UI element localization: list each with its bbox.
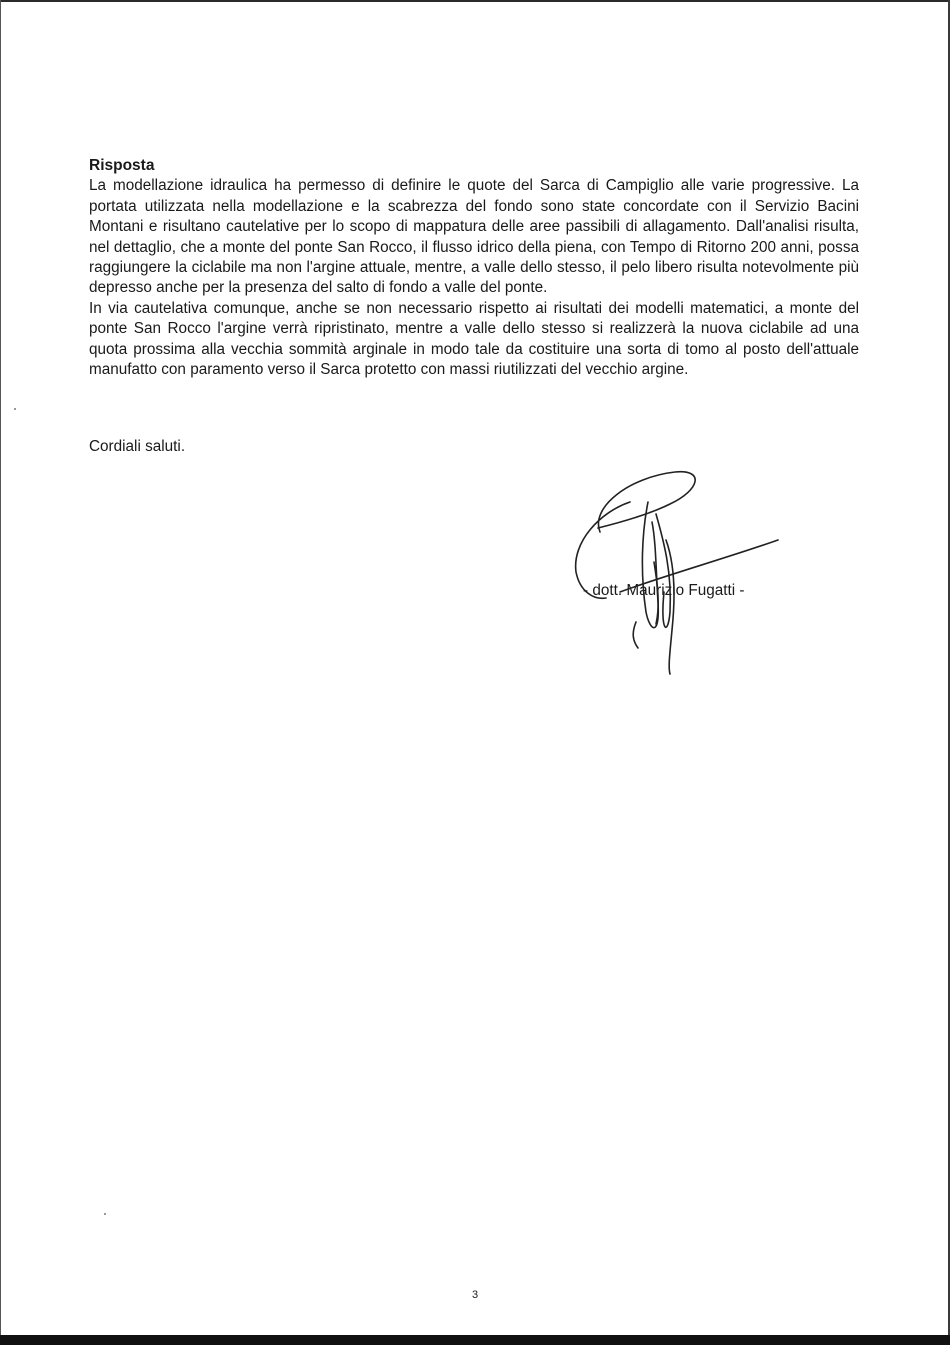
paragraph-1: La modellazione idraulica ha permesso di definire le quote del Sarca di Campiglio alle varie progressive. La portata utilizzata nella modellazione e la scabrezza del fondo sono state concordate con il Servizio Bacini Montani e risultano cautelative per lo scopo di mappatura delle aree passibili di allagamento. Dall'analisi risulta, nel dettaglio, che a monte del ponte San Rocco, il flusso idrico della piena, con Tempo di Ritorno 200 anni, possa raggiungere la ciclabile ma non l'argine attuale, mentre, a valle dello stesso, il pelo libero risulta notevolmente più depresso anche per la presenza del salto di fondo a valle del ponte. [89,177,859,297]
paragraph-2: In via cautelativa comunque, anche se non necessario rispetto ai risultati dei modelli matematici, a monte del ponte San Rocco l'argine verrà ripristinato, mentre a valle dello stesso si realizzerà la nuova ciclabile ad una quota prossima alla vecchia sommità arginale in modo tale da costituire una sorta di tomo al posto dell'attuale manufatto con paramento verso il Sarca protetto con massi riutilizzati del vecchio argine. [89,299,859,379]
letter-body [89,156,859,380]
scan-speck [14,408,16,410]
section-heading: Risposta [89,157,155,174]
signatory-name: - dott. Maurizio Fugatti - [583,582,745,599]
scan-border-top [0,0,950,2]
handwritten-signature [560,462,790,682]
scan-border-bottom [0,1335,950,1345]
page-number: 3 [471,1289,479,1301]
closing-salutation: Cordiali saluti. [89,438,186,455]
scan-border-left [0,0,1,1345]
scan-speck [104,1213,106,1215]
